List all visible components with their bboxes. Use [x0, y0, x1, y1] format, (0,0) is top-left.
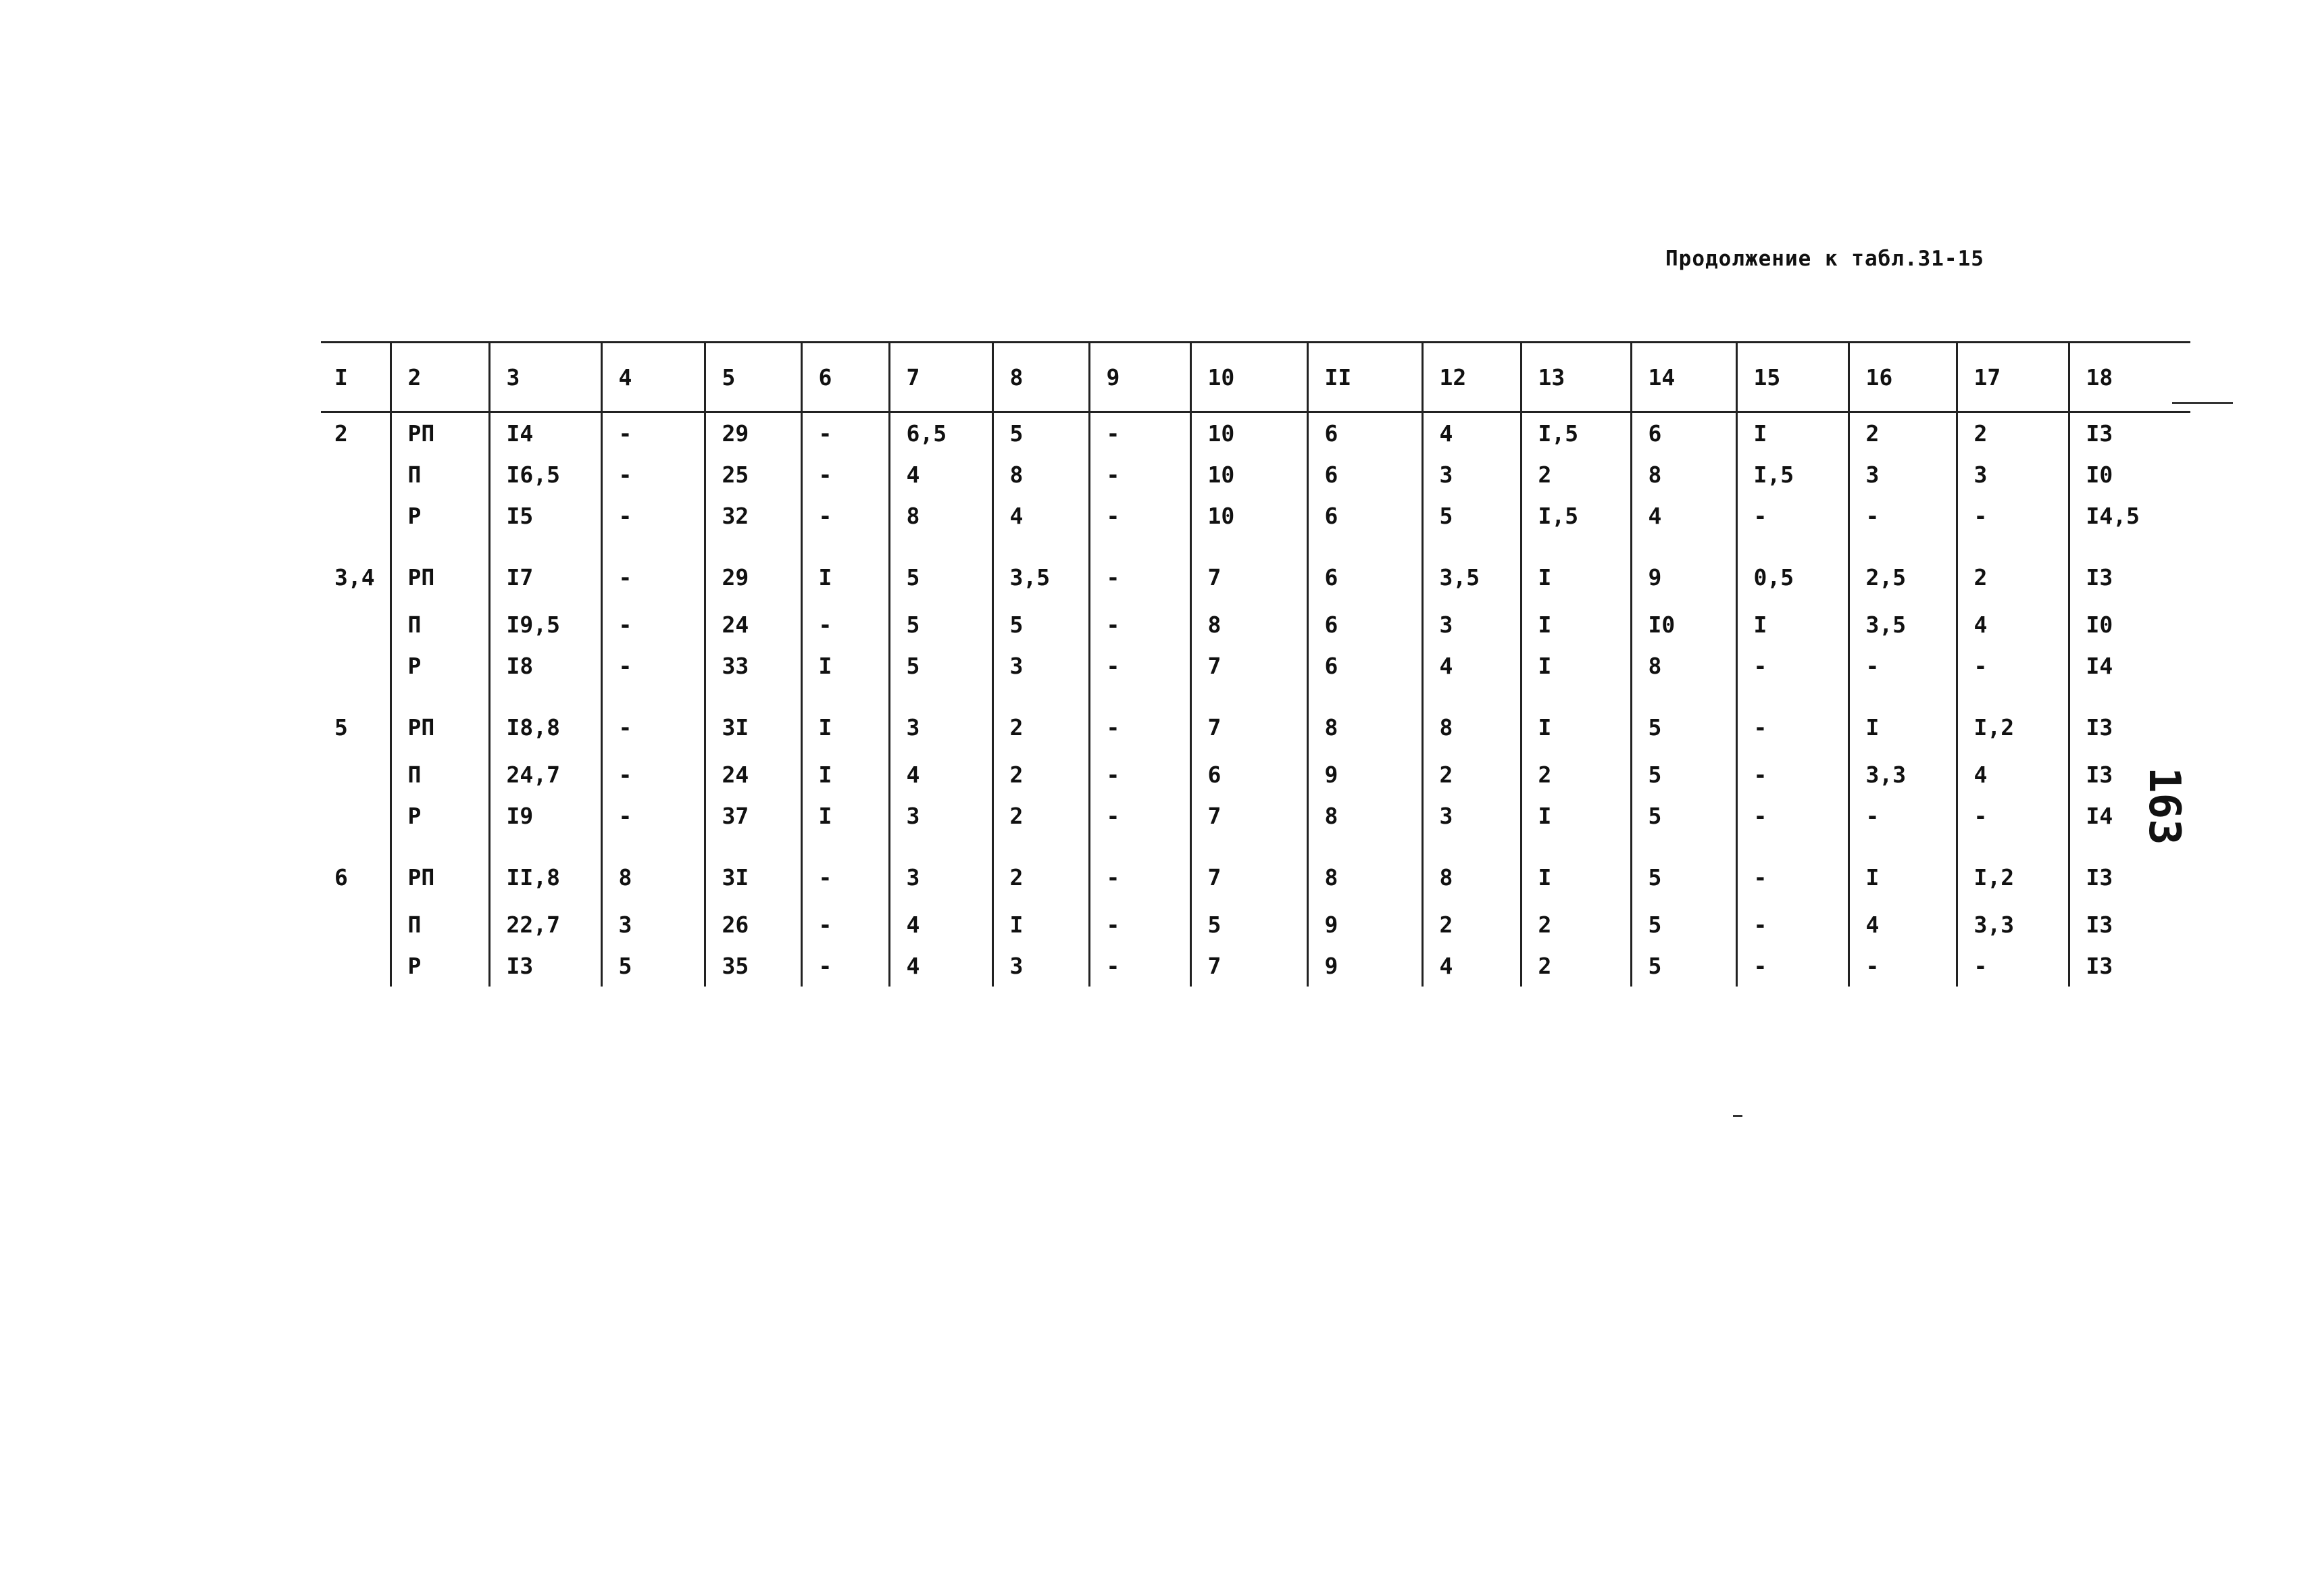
table-cell: 2,5	[1848, 537, 1957, 604]
table-cell: -	[1736, 495, 1848, 537]
table-cell: 7	[1190, 687, 1307, 754]
table-cell: 4	[1957, 754, 2069, 795]
table-cell: I9	[489, 795, 601, 837]
table-row	[321, 687, 2190, 754]
table-cell: 3	[1422, 795, 1521, 837]
table-cell: -	[1089, 754, 1190, 795]
table-cell: 2	[1957, 412, 2069, 455]
table-cell: 24	[705, 754, 801, 795]
table-cell: -	[601, 604, 705, 645]
column-header: 5	[705, 343, 801, 412]
table-cell: 5	[1422, 495, 1521, 537]
table-cell: -	[1089, 412, 1190, 455]
column-header: 7	[889, 343, 992, 412]
table-cell: 4	[992, 495, 1089, 537]
table-cell: I3	[2069, 754, 2190, 795]
data-table	[321, 341, 2190, 987]
table-cell: -	[801, 604, 889, 645]
table-cell: 8	[601, 837, 705, 904]
table-cell: -	[1957, 495, 2069, 537]
table-cell: 33	[705, 645, 801, 687]
column-header: II	[1307, 343, 1422, 412]
table-cell: I3	[2069, 537, 2190, 604]
column-header: 6	[801, 343, 889, 412]
table-cell: -	[801, 945, 889, 987]
table-row	[321, 754, 2190, 795]
table-cell: I4	[2069, 645, 2190, 687]
table-cell: 24	[705, 604, 801, 645]
row-group-cell: 5	[334, 714, 348, 741]
table-cell: 10	[1190, 495, 1307, 537]
row-group-cell	[321, 645, 391, 687]
table-cell: I	[1521, 837, 1631, 904]
table-cell: I4	[2069, 795, 2190, 837]
table-cell: 10	[1190, 412, 1307, 455]
table-cell: -	[1089, 537, 1190, 604]
table-cell: I	[1521, 604, 1631, 645]
table-cell: -	[601, 754, 705, 795]
table-cell: -	[801, 454, 889, 495]
row-group-cell	[321, 454, 391, 495]
row-group-cell	[321, 795, 391, 837]
table-row	[321, 604, 2190, 645]
table-cell: 4	[889, 945, 992, 987]
table-cell: 3I	[705, 837, 801, 904]
table-cell: 2	[1848, 412, 1957, 455]
table-cell: 2	[1521, 904, 1631, 945]
table-cell: -	[1848, 645, 1957, 687]
table-cell: I	[801, 754, 889, 795]
table-cell: I4,5	[2069, 495, 2190, 537]
table-cell: 4	[1957, 604, 2069, 645]
header-row	[321, 343, 2190, 412]
table-cell: -	[1736, 687, 1848, 754]
table-cell: -	[801, 412, 889, 455]
table-cell: 0,5	[1736, 537, 1848, 604]
table-header	[321, 343, 2190, 412]
table-cell: 3	[601, 904, 705, 945]
table-cell: 2	[1521, 945, 1631, 987]
table-cell: 8	[1190, 604, 1307, 645]
table-cell: -	[1089, 795, 1190, 837]
table-cell: 8	[1631, 454, 1736, 495]
table-body	[321, 412, 2190, 987]
table-cell: 5	[1631, 904, 1736, 945]
row-group-cell: 3,4	[334, 564, 375, 591]
table-cell: 5	[992, 412, 1089, 455]
table-cell: 2	[1422, 904, 1521, 945]
table-cell: I4	[489, 412, 601, 455]
column-header: 14	[1631, 343, 1736, 412]
table-row	[321, 645, 2190, 687]
column-header: 4	[601, 343, 705, 412]
table-cell: I	[801, 687, 889, 754]
table-cell: 2	[1957, 537, 2069, 604]
table-cell: I3	[489, 945, 601, 987]
table-cell: П	[391, 754, 489, 795]
table-cell: 6	[1190, 754, 1307, 795]
table-cell: -	[1736, 754, 1848, 795]
table-cell: 5	[601, 945, 705, 987]
table-cell: -	[1957, 795, 2069, 837]
table-cell: 8	[1631, 645, 1736, 687]
table-cell: I	[1521, 537, 1631, 604]
table-cell: -	[1089, 837, 1190, 904]
table-cell: 2	[992, 837, 1089, 904]
table-cell: I0	[1631, 604, 1736, 645]
table-cell: -	[1957, 645, 2069, 687]
table-cell: 9	[1307, 904, 1422, 945]
table-cell: 3,5	[1848, 604, 1957, 645]
column-header: 9	[1089, 343, 1190, 412]
table-cell: 3,5	[992, 537, 1089, 604]
row-group-cell	[321, 945, 391, 987]
column-header: 18	[2069, 343, 2190, 412]
table-cell: Р	[391, 645, 489, 687]
table-cell: I7	[489, 537, 601, 604]
table-cell: 8	[889, 495, 992, 537]
table-cell: 4	[1631, 495, 1736, 537]
table-cell: Р	[391, 945, 489, 987]
table-cell: I3	[2069, 837, 2190, 904]
table-cell: I5	[489, 495, 601, 537]
table-cell: 5	[1190, 904, 1307, 945]
table-cell: -	[601, 454, 705, 495]
table-cell: I	[801, 537, 889, 604]
table-cell: -	[1089, 604, 1190, 645]
table-cell: I,5	[1521, 412, 1631, 455]
table-cell: 5	[889, 645, 992, 687]
table-cell: -	[1736, 945, 1848, 987]
table-cell: 3,3	[1957, 904, 2069, 945]
row-group-cell	[321, 495, 391, 537]
table-cell: 8	[1307, 795, 1422, 837]
table-cell: I3	[2069, 412, 2190, 455]
table-cell: I	[1848, 687, 1957, 754]
table-cell: 9	[1307, 945, 1422, 987]
row-group-cell: 2	[334, 420, 348, 447]
column-header: 12	[1422, 343, 1521, 412]
table-cell: 7	[1190, 837, 1307, 904]
table-cell: -	[601, 412, 705, 455]
table-cell: 6,5	[889, 412, 992, 455]
table-cell: 4	[889, 454, 992, 495]
table-cell: 3	[992, 945, 1089, 987]
table-cell: 5	[1631, 795, 1736, 837]
table-cell: I9,5	[489, 604, 601, 645]
table-cell: I	[1521, 687, 1631, 754]
table-cell: РП	[391, 412, 489, 455]
table-cell: I3	[2069, 945, 2190, 987]
table-cell: -	[801, 495, 889, 537]
table-row	[321, 537, 2190, 604]
table-cell: 5	[992, 604, 1089, 645]
table-cell: 35	[705, 945, 801, 987]
table-cell: I6,5	[489, 454, 601, 495]
table-row	[321, 837, 2190, 904]
table-cell: I	[801, 795, 889, 837]
table-cell: I	[1521, 795, 1631, 837]
table-cell: 4	[1848, 904, 1957, 945]
table-cell: 3	[1848, 454, 1957, 495]
table-cell: 29	[705, 412, 801, 455]
column-header: 8	[992, 343, 1089, 412]
row-group-cell	[321, 754, 391, 795]
table-cell: Р	[391, 495, 489, 537]
table-cell: -	[801, 837, 889, 904]
table-cell: Р	[391, 795, 489, 837]
table-cell: 3	[1422, 454, 1521, 495]
table-cell: 5	[1631, 754, 1736, 795]
table-cell: 26	[705, 904, 801, 945]
table-cell: 6	[1307, 604, 1422, 645]
table-cell: -	[1736, 837, 1848, 904]
table-cell: 5	[889, 537, 992, 604]
table-cell: I,5	[1736, 454, 1848, 495]
table-row	[321, 495, 2190, 537]
table-row	[321, 795, 2190, 837]
table-cell: 25	[705, 454, 801, 495]
column-header: 17	[1957, 343, 2069, 412]
table-cell: I8	[489, 645, 601, 687]
table-cell: I	[1736, 412, 1848, 455]
stray-mark	[1733, 1115, 1742, 1117]
table-row	[321, 454, 2190, 495]
table-cell: I	[992, 904, 1089, 945]
table-cell: 3	[1957, 454, 2069, 495]
table-caption: Продолжение к табл.31-15	[1665, 247, 1984, 271]
row-group-cell	[321, 604, 391, 645]
table-cell: 3	[889, 795, 992, 837]
table-cell: -	[1957, 945, 2069, 987]
table-cell: 29	[705, 537, 801, 604]
table-cell: РП	[391, 837, 489, 904]
table-cell: 4	[1422, 412, 1521, 455]
table-cell: 4	[1422, 645, 1521, 687]
table-cell: П	[391, 904, 489, 945]
table-cell: I,2	[1957, 687, 2069, 754]
column-header: 13	[1521, 343, 1631, 412]
table-cell: 2	[992, 754, 1089, 795]
table-cell: 6	[1307, 645, 1422, 687]
table-cell: 8	[1307, 687, 1422, 754]
column-header: 3	[489, 343, 601, 412]
table-cell: -	[1736, 795, 1848, 837]
table-cell: -	[1736, 904, 1848, 945]
table-cell: 8	[1422, 837, 1521, 904]
table-cell: -	[1848, 795, 1957, 837]
table-cell: 8	[1307, 837, 1422, 904]
column-header: 10	[1190, 343, 1307, 412]
table-cell: 9	[1631, 537, 1736, 604]
table-cell: 5	[889, 604, 992, 645]
table-cell: 3	[1422, 604, 1521, 645]
table-cell: -	[601, 687, 705, 754]
table-cell: П	[391, 604, 489, 645]
page-number: 163	[2139, 767, 2189, 845]
table-cell: 3,3	[1848, 754, 1957, 795]
table-cell: П	[391, 454, 489, 495]
column-header: 16	[1848, 343, 1957, 412]
table-cell: -	[1736, 645, 1848, 687]
table-cell: 6	[1307, 454, 1422, 495]
table-cell: 7	[1190, 795, 1307, 837]
table-row	[321, 904, 2190, 945]
table-cell: 6	[1307, 537, 1422, 604]
table-cell: I3	[2069, 904, 2190, 945]
table-cell: 7	[1190, 945, 1307, 987]
table-cell: I0	[2069, 604, 2190, 645]
table-cell: 4	[889, 904, 992, 945]
table-cell: -	[1089, 495, 1190, 537]
table-cell: 3I	[705, 687, 801, 754]
table-cell: -	[1089, 687, 1190, 754]
table-cell: 8	[1422, 687, 1521, 754]
table-cell: 2	[992, 687, 1089, 754]
table-cell: 3	[992, 645, 1089, 687]
table-cell: 4	[889, 754, 992, 795]
table-cell: 8	[992, 454, 1089, 495]
table-cell: 3	[889, 837, 992, 904]
table-cell: 5	[1631, 837, 1736, 904]
table-cell: РП	[391, 687, 489, 754]
table-cell: 4	[1422, 945, 1521, 987]
table-cell: I	[1848, 837, 1957, 904]
column-header: I	[321, 343, 391, 412]
table-cell: -	[1848, 945, 1957, 987]
table-cell: 6	[1307, 495, 1422, 537]
table-cell: 5	[1631, 687, 1736, 754]
table-cell: I8,8	[489, 687, 601, 754]
table-cell: I	[1521, 645, 1631, 687]
table-cell: -	[601, 795, 705, 837]
table-cell: 3	[889, 687, 992, 754]
table-cell: -	[1089, 945, 1190, 987]
table-cell: -	[1089, 904, 1190, 945]
table-cell: I3	[2069, 687, 2190, 754]
table-cell: 10	[1190, 454, 1307, 495]
column-header: 15	[1736, 343, 1848, 412]
table-cell: 2	[1422, 754, 1521, 795]
table-cell: РП	[391, 537, 489, 604]
table-cell: 24,7	[489, 754, 601, 795]
table-cell: -	[1089, 454, 1190, 495]
table-cell: -	[601, 495, 705, 537]
table-cell: I	[1736, 604, 1848, 645]
table-row	[321, 412, 2190, 455]
table-row	[321, 945, 2190, 987]
table-cell: -	[601, 537, 705, 604]
table-cell: 6	[1631, 412, 1736, 455]
table-cell: I0	[2069, 454, 2190, 495]
table-cell: 6	[1307, 412, 1422, 455]
row-group-cell: 6	[334, 864, 348, 891]
table-cell: -	[1848, 495, 1957, 537]
table-cell: 7	[1190, 537, 1307, 604]
table-cell: 9	[1307, 754, 1422, 795]
table-cell: 3,5	[1422, 537, 1521, 604]
row-group-cell	[321, 904, 391, 945]
table-cell: 22,7	[489, 904, 601, 945]
table-cell: 37	[705, 795, 801, 837]
table-cell: 7	[1190, 645, 1307, 687]
table-cell: 2	[1521, 754, 1631, 795]
table-cell: -	[601, 645, 705, 687]
table-cell: 2	[1521, 454, 1631, 495]
table-cell: 2	[992, 795, 1089, 837]
table-cell: 32	[705, 495, 801, 537]
table-cell: -	[801, 904, 889, 945]
table-cell: -	[1089, 645, 1190, 687]
table-cell: I,2	[1957, 837, 2069, 904]
table-cell: I,5	[1521, 495, 1631, 537]
table-cell: II,8	[489, 837, 601, 904]
table-cell: I	[801, 645, 889, 687]
table-cell: 5	[1631, 945, 1736, 987]
column-header: 2	[391, 343, 489, 412]
